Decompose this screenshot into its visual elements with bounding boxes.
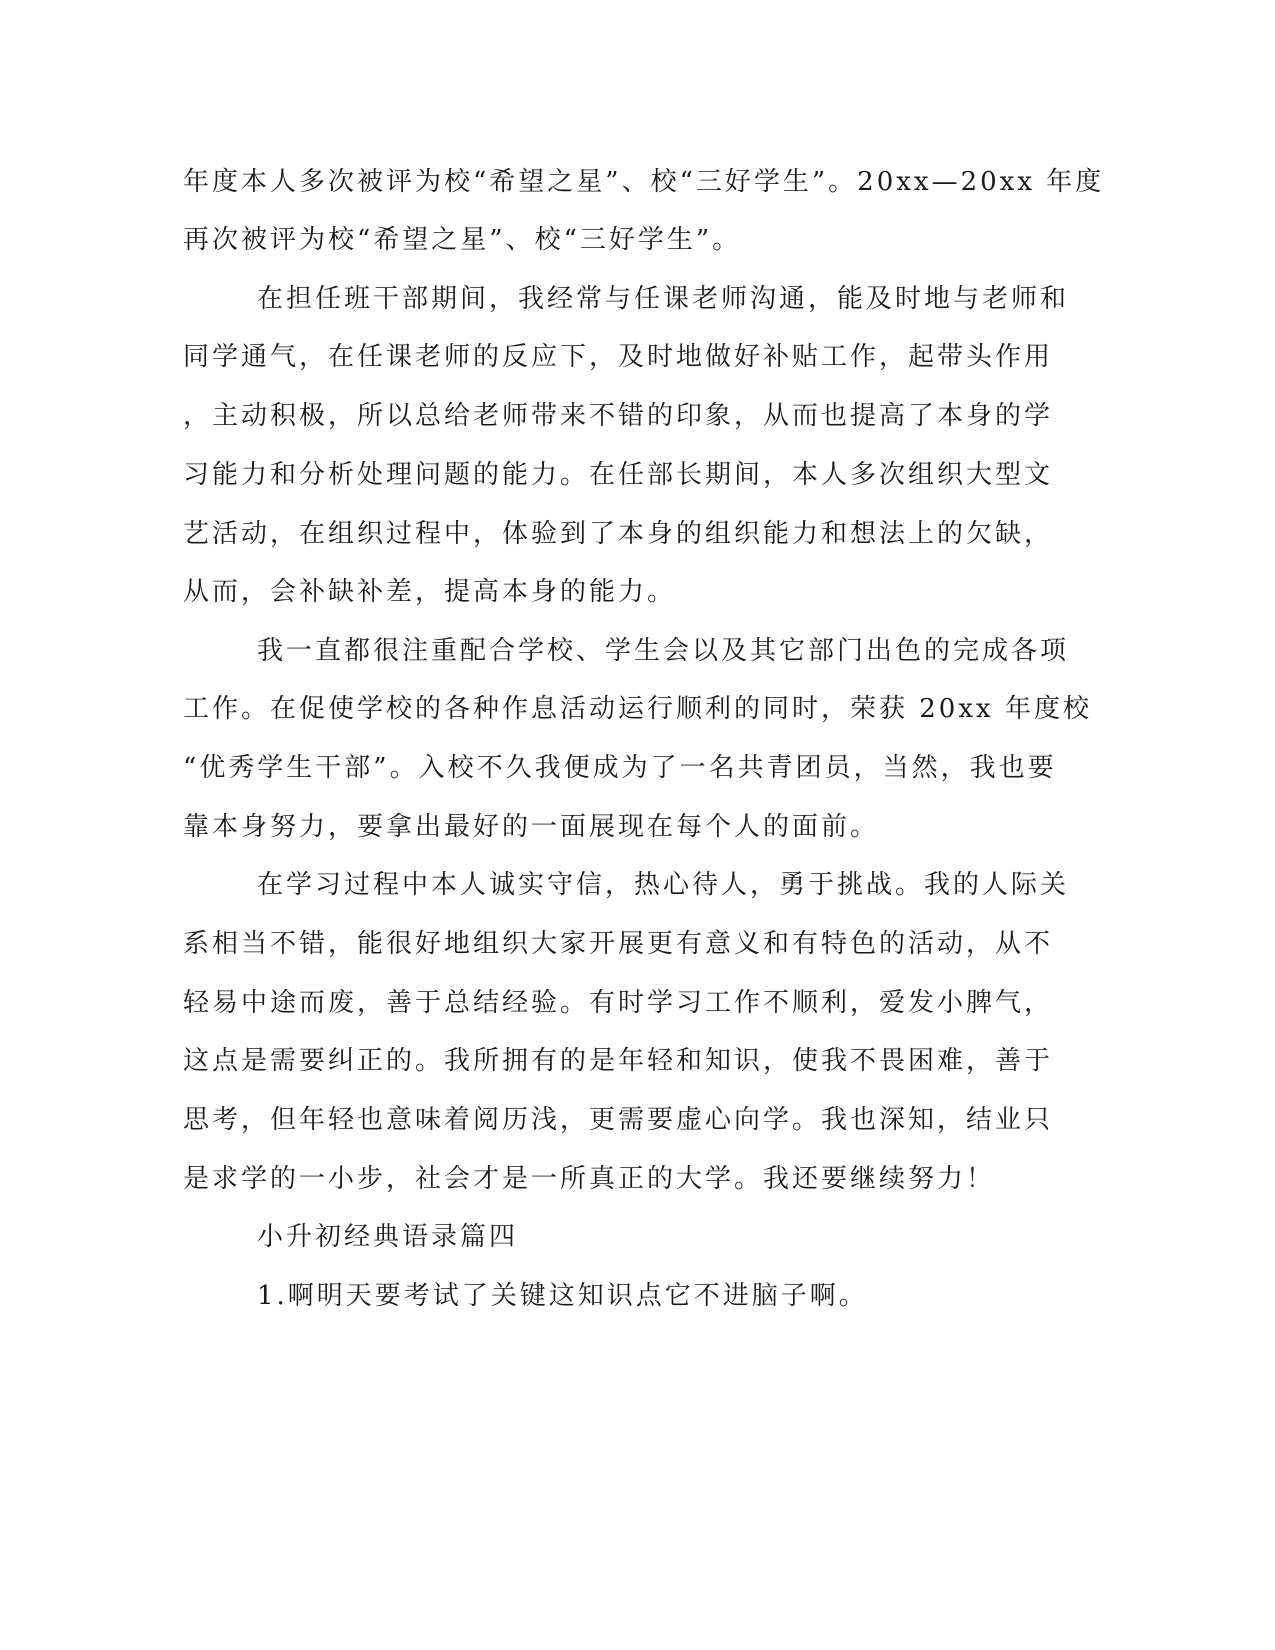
- text-line: 艺活动，在组织过程中，体验到了本身的组织能力和想法上的欠缺，: [183, 519, 1054, 549]
- text-line: 系相当不错，能很好地组织大家开展更有意义和有特色的活动，从不: [183, 929, 1054, 959]
- text-line: 思考，但年轻也意味着阅历浅，更需要虚心向学。我也深知，结业只: [183, 1105, 1054, 1135]
- text-line: 习能力和分析处理问题的能力。在任部长期间，本人多次组织大型文: [183, 460, 1054, 490]
- text-line: ，主动积极，所以总给老师带来不错的印象，从而也提高了本身的学: [183, 401, 1054, 431]
- paragraph-start-line: 我一直都很注重配合学校、学生会以及其它部门出色的完成各项: [257, 636, 1070, 666]
- text-line: 从而，会补缺补差，提高本身的能力。: [183, 577, 677, 607]
- text-line: “优秀学生干部”。入校不久我便成为了一名共青团员，当然，我也要: [183, 753, 1057, 783]
- text-line: 年度本人多次被评为校“希望之星”、校“三好学生”。20xx—20xx 年度: [183, 167, 1105, 197]
- text-line: 这点是需要纠正的。我所拥有的是年轻和知识，使我不畏困难，善于: [183, 1046, 1054, 1076]
- section-heading: 小升初经典语录篇四: [257, 1222, 519, 1252]
- paragraph-start-line: 在担任班干部期间，我经常与任课老师沟通，能及时地与老师和: [257, 284, 1070, 314]
- text-line: 靠本身努力，要拿出最好的一面展现在每个人的面前。: [183, 812, 880, 842]
- text-line: 再次被评为校“希望之星”、校“三好学生”。: [183, 225, 742, 255]
- text-line: 同学通气，在任课老师的反应下，及时地做好补贴工作，起带头作用: [183, 342, 1054, 372]
- text-line: 工作。在促使学校的各种作息活动运行顺利的同时，荣获 20xx 年度校: [183, 694, 1092, 724]
- paragraph-start-line: 在学习过程中本人诚实守信，热心待人，勇于挑战。我的人际关: [257, 870, 1070, 900]
- text-line: 轻易中途而废，善于总结经验。有时学习工作不顺利，爱发小脾气，: [183, 988, 1054, 1018]
- text-line: 是求学的一小步，社会才是一所真正的大学。我还要继续努力！: [183, 1164, 996, 1194]
- list-item: 1.啊明天要考试了关键这知识点它不进脑子啊。: [257, 1281, 868, 1311]
